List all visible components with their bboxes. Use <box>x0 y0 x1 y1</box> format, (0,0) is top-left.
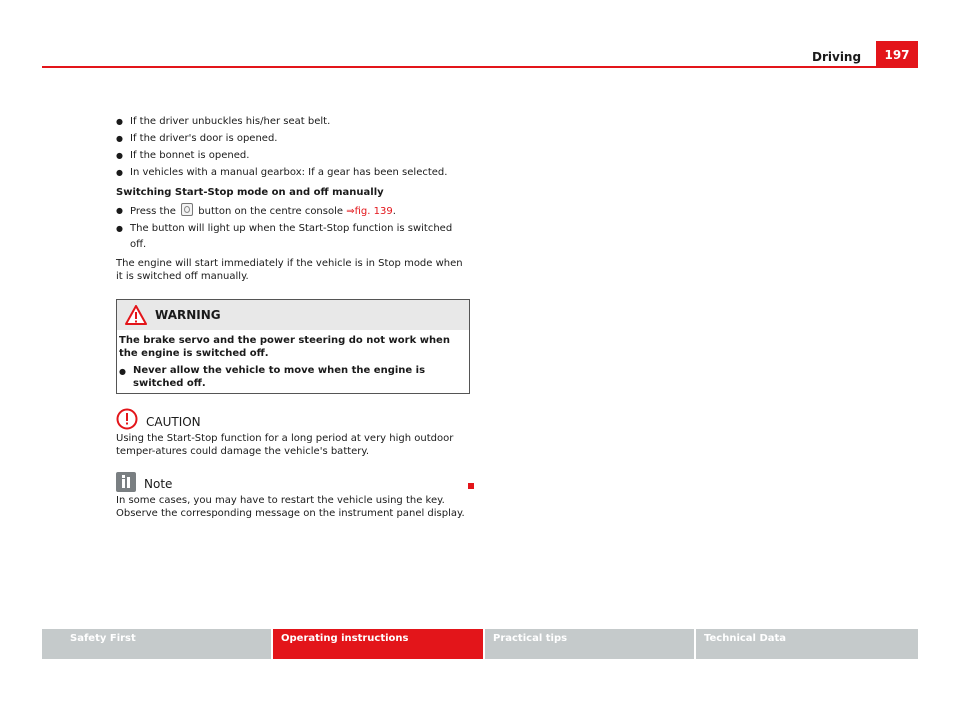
tab-operating-instructions[interactable]: Operating instructions <box>273 629 483 659</box>
tab-technical-data[interactable]: Technical Data <box>696 629 918 659</box>
bullet-icon: ● <box>116 151 123 160</box>
section-end-marker <box>468 483 474 489</box>
tab-safety-first[interactable]: Safety First <box>42 629 271 659</box>
footer-nav <box>42 629 918 659</box>
note-title: Note <box>144 477 173 491</box>
main-content <box>116 114 470 520</box>
list-item: ● Never allow the vehicle to move when the engine is switched off. <box>119 365 426 389</box>
bullet-icon: ● <box>116 134 123 143</box>
bullet-icon: ● <box>116 224 123 233</box>
bullet-icon: ● <box>116 206 123 215</box>
list-item: ● If the bonnet is opened. <box>116 148 470 164</box>
list-item: ● Press the button on the centre console ⇒fig. 139. <box>116 203 470 220</box>
info-note-icon <box>116 472 136 492</box>
caution-text: Using the Start-Stop function for a long period at very high outdoor temper-atures could damage the vehicle's battery. <box>116 433 454 457</box>
body-paragraph: The engine will start immediately if the vehicle is in Stop mode when it is switched off manually. <box>116 258 463 282</box>
bullet-icon: ● <box>116 117 123 126</box>
note-header <box>116 472 470 492</box>
note-text: In some cases, you may have to restart the vehicle using the key. Observe the corresponding message on the instrument panel display. <box>116 495 465 519</box>
list-item: ● If the driver's door is opened. <box>116 131 470 147</box>
page-number: 197 <box>876 41 918 68</box>
list-item: ● The button will light up when the Start-Stop function is switched off. <box>116 223 453 250</box>
start-stop-button-icon <box>181 203 193 216</box>
list-item: ● In vehicles with a manual gearbox: If a gear has been selected. <box>116 165 470 181</box>
warning-title: WARNING <box>155 308 221 322</box>
list-item: ● If the driver unbuckles his/her seat belt. <box>116 114 470 130</box>
warning-header <box>117 300 469 330</box>
figure-link[interactable]: ⇒fig. 139 <box>346 206 393 217</box>
header-rule <box>42 66 918 68</box>
section-title: Driving <box>812 50 862 64</box>
caution-title: CAUTION <box>146 415 201 429</box>
caution-icon <box>116 408 138 430</box>
warning-box <box>116 299 470 394</box>
warning-text: The brake servo and the power steering do not work when the engine is switched off. <box>119 335 450 359</box>
subheading: Switching Start-Stop mode on and off manually <box>116 187 384 198</box>
caution-header <box>116 408 470 430</box>
warning-triangle-icon <box>125 305 147 325</box>
bullet-icon: ● <box>119 367 126 376</box>
tab-practical-tips[interactable]: Practical tips <box>485 629 694 659</box>
bullet-icon: ● <box>116 168 123 177</box>
